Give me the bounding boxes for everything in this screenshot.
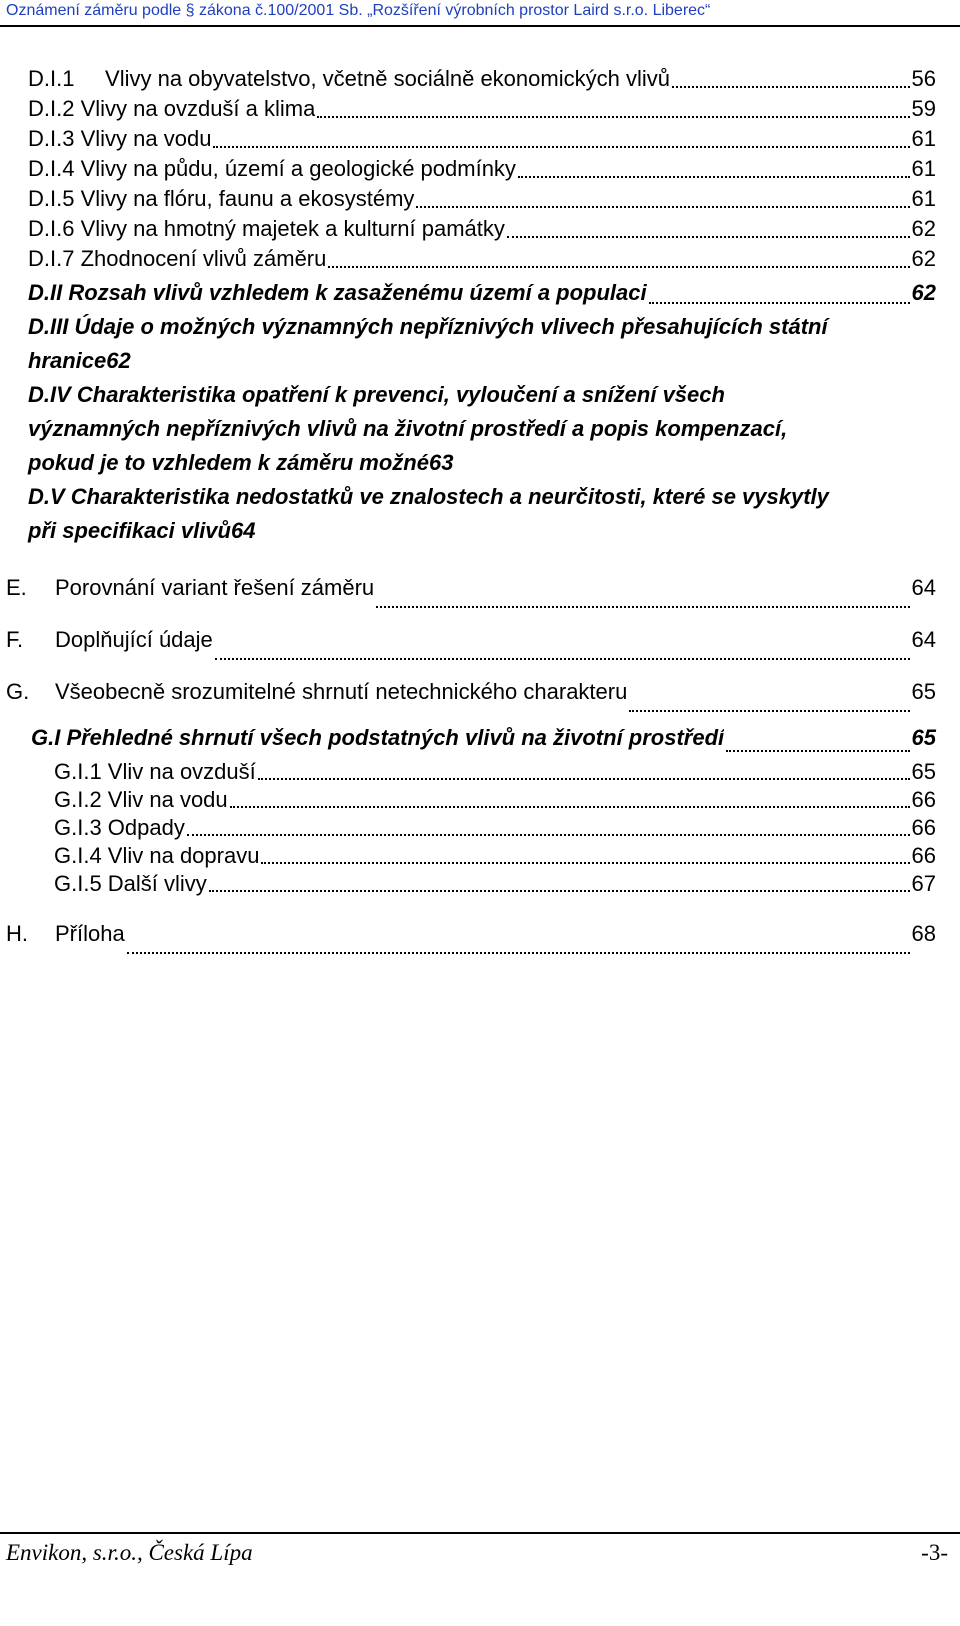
toc-entry-label: D.I.1 Vlivy na obyvatelstvo, včetně sociálně ekonomických vlivů: [28, 66, 670, 91]
toc-entry-g-i-5[interactable]: [28, 870, 936, 898]
toc-entry-label: G.I.2 Vliv na vodu: [54, 787, 228, 812]
toc-entry-d-iii[interactable]: [28, 310, 936, 378]
toc-entry-label: G.I.3 Odpady: [54, 815, 185, 840]
toc-leader-dots: [215, 658, 910, 660]
toc-entry-label: Porovnání variant řešení záměru: [55, 575, 375, 600]
toc-page-number: 66: [911, 843, 936, 868]
toc-leader-dots: [416, 206, 909, 208]
toc-entry-d-i-1[interactable]: [28, 64, 936, 94]
toc-entry-f[interactable]: [6, 614, 936, 666]
toc-entry-g-i[interactable]: [31, 718, 936, 758]
header-text: Oznámení záměru podle § zákona č.100/2001 Sb. „Rozšíření výrobních prostor Laird s.r.o. Liberec“: [6, 2, 711, 19]
toc-entry-label-line: D.V Charakteristika nedostatků ve znalostech a neurčitosti, které se vyskytly: [28, 484, 829, 509]
toc-page-number: 61: [911, 186, 936, 211]
toc-entry-g-i-1[interactable]: [28, 758, 936, 786]
toc-entry-d-i-6[interactable]: [28, 214, 936, 244]
toc-leader-dots: [230, 806, 910, 808]
toc-entry-g[interactable]: [6, 666, 936, 718]
toc-leader-dots: [629, 710, 909, 712]
toc-entry-d-iv[interactable]: [28, 378, 936, 480]
toc-page-number: 61: [911, 156, 936, 181]
toc-page-number: 66: [911, 815, 936, 840]
footer-company: Envikon, s.r.o., Česká Lípa: [6, 1540, 253, 1565]
toc-page-number: 61: [911, 126, 936, 151]
toc-entry-d-i-7[interactable]: [28, 244, 936, 274]
toc-entry-label: D.II Rozsah vlivů vzhledem k zasaženému území a populaci: [28, 280, 647, 305]
toc-page-number: 65: [911, 725, 936, 750]
toc-page-number: 65: [911, 759, 936, 784]
toc-page-number: 64: [230, 518, 256, 543]
toc-leader-dots: [209, 890, 910, 892]
toc-leader-dots: [507, 236, 910, 238]
table-of-contents: [6, 64, 936, 960]
toc-entry-label-line: při specifikaci vlivů: [28, 518, 231, 543]
toc-page-number: 62: [106, 348, 131, 373]
toc-page-number: 63: [428, 450, 454, 475]
toc-page-number: 65: [911, 679, 936, 704]
toc-leader-dots: [672, 86, 910, 88]
toc-entry-d-i-2[interactable]: [28, 94, 936, 124]
toc-entry-label: Doplňující údaje: [55, 627, 213, 652]
toc-leader-dots: [258, 778, 910, 780]
toc-leader-dots: [261, 862, 909, 864]
toc-entry-label: G.I.1 Vliv na ovzduší: [54, 759, 256, 784]
toc-leader-dots: [328, 266, 909, 268]
toc-entry-d-v[interactable]: [28, 480, 936, 548]
toc-entry-label: Příloha: [55, 921, 125, 946]
toc-leader-dots: [127, 952, 910, 954]
toc-page-number: 62: [911, 216, 936, 241]
toc-entry-g-i-2[interactable]: [28, 786, 936, 814]
toc-leader-dots: [213, 146, 909, 148]
footer-page-number: -3-: [921, 1540, 948, 1565]
toc-leader-dots: [726, 750, 909, 752]
toc-entry-label-line: D.IV Charakteristika opatření k prevenci, vyloučení a snížení všech: [28, 382, 725, 407]
toc-entry-label: D.I.3 Vlivy na vodu: [28, 126, 212, 151]
toc-entry-label: D.I.5 Vlivy na flóru, faunu a ekosystémy: [28, 186, 415, 211]
toc-entry-d-ii[interactable]: [28, 276, 936, 310]
toc-entry-label: G.I Přehledné shrnutí všech podstatných vlivů na životní prostředí: [31, 725, 725, 750]
toc-entry-letter: F.: [6, 627, 24, 652]
toc-entry-label-line: pokud je to vzhledem k záměru možné: [28, 450, 429, 475]
toc-page-number: 59: [911, 96, 936, 121]
toc-entry-label-line: hranice: [28, 348, 107, 373]
toc-leader-dots: [187, 834, 910, 836]
page-footer: [0, 1532, 960, 1572]
toc-leader-dots: [376, 606, 909, 608]
toc-entry-e[interactable]: [6, 562, 936, 614]
toc-page-number: 64: [911, 627, 936, 652]
toc-entry-label: D.I.7 Zhodnocení vlivů záměru: [28, 246, 327, 271]
toc-entry-label: D.I.2 Vlivy na ovzduší a klima: [28, 96, 316, 121]
toc-entry-letter: E.: [6, 575, 27, 600]
toc-page-number: 64: [911, 575, 936, 600]
toc-entry-label: G.I.5 Další vlivy: [54, 871, 207, 896]
page-header: [0, 0, 960, 27]
toc-entry-label-line: významných nepříznivých vlivů na životní prostředí a popis kompenzací,: [28, 416, 788, 441]
toc-entry-d-i-3[interactable]: [28, 124, 936, 154]
toc-page-number: 62: [911, 246, 936, 271]
toc-page-number: 67: [911, 871, 936, 896]
toc-entry-label-line: D.III Údaje o možných významných nepříznivých vlivech přesahujících státní: [28, 314, 828, 339]
toc-entry-letter: H.: [6, 921, 28, 946]
toc-page-number: 68: [911, 921, 936, 946]
toc-page-number: 66: [911, 787, 936, 812]
toc-entry-label: D.I.4 Vlivy na půdu, území a geologické podmínky: [28, 156, 516, 181]
toc-entry-label: G.I.4 Vliv na dopravu: [54, 843, 260, 868]
toc-leader-dots: [518, 176, 910, 178]
toc-entry-d-i-5[interactable]: [28, 184, 936, 214]
toc-entry-label: D.I.6 Vlivy na hmotný majetek a kulturní památky: [28, 216, 505, 241]
toc-entry-d-i-4[interactable]: [28, 154, 936, 184]
toc-entry-label: Všeobecně srozumitelné shrnutí netechnického charakteru: [55, 679, 628, 704]
toc-entry-g-i-3[interactable]: [28, 814, 936, 842]
toc-entry-letter: G.: [6, 679, 30, 704]
toc-page-number: 56: [911, 66, 936, 91]
toc-page-number: 62: [911, 280, 936, 305]
toc-entry-h[interactable]: [6, 908, 936, 960]
toc-leader-dots: [649, 302, 910, 304]
toc-leader-dots: [317, 116, 909, 118]
toc-entry-g-i-4[interactable]: [28, 842, 936, 870]
